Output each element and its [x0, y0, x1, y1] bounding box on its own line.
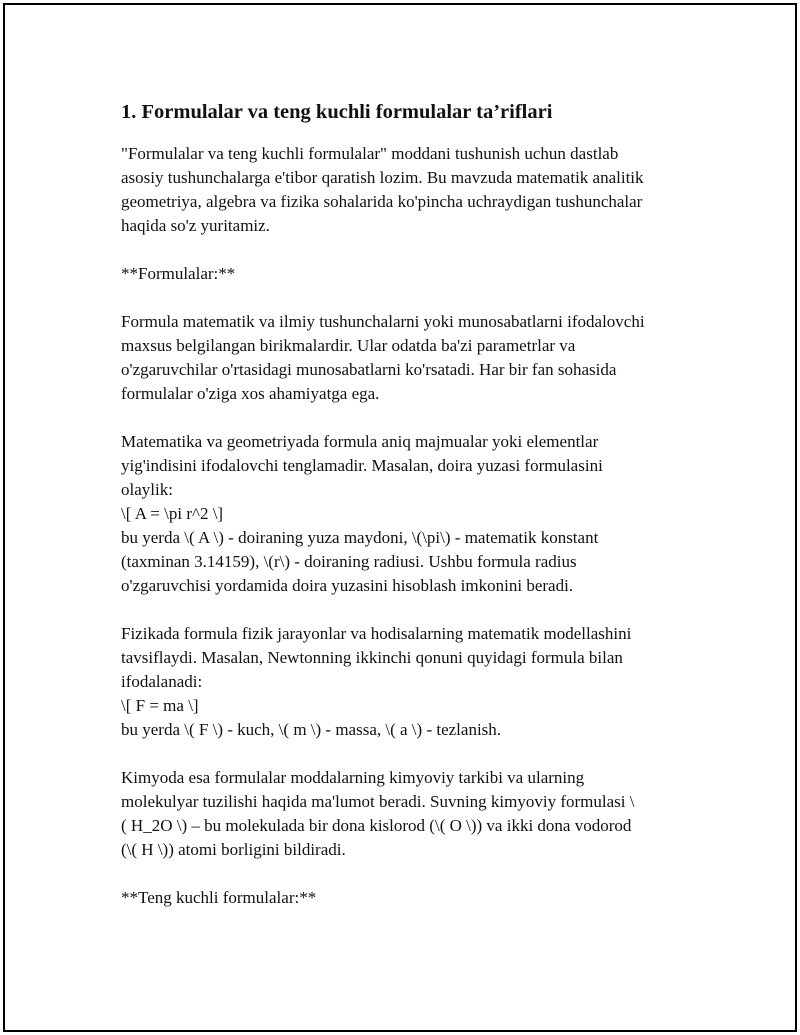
- paragraph-physics-example: [121, 622, 701, 742]
- text-line: (\( H \)) atomi borligini bildiradi.: [121, 840, 346, 859]
- text-line: ( H_2O \) – bu molekulada bir dona kislorod (\( O \)) va ikki dona vodorod: [121, 816, 632, 835]
- text-line: o'zgaruvchisi yordamida doira yuzasini hisoblash imkonini beradi.: [121, 576, 574, 595]
- document-title: 1. Formulalar va teng kuchli formulalar ta’riflari: [121, 101, 553, 123]
- text-line: Formula matematik va ilmiy tushunchalarni yoki munosabatlarni ifodalovchi: [121, 312, 645, 331]
- page-frame: [3, 3, 797, 1032]
- text-line: formulalar o'ziga xos ahamiyatga ega.: [121, 384, 380, 403]
- document-body: [121, 98, 701, 934]
- text-line: **Teng kuchli formulalar:**: [121, 888, 317, 907]
- text-line: Matematika va geometriyada formula aniq majmualar yoki elementlar: [121, 432, 599, 451]
- text-line: haqida so'z yuritamiz.: [121, 216, 270, 235]
- text-line: geometriya, algebra va fizika sohalarida ko'pincha uchraydigan tushunchalar: [121, 192, 643, 211]
- text-line: o'zgaruvchilar o'rtasidagi munosabatlarni ko'rsatadi. Har bir fan sohasida: [121, 360, 617, 379]
- text-line: maxsus belgilangan birikmalardir. Ular odatda ba'zi parametrlar va: [121, 336, 576, 355]
- paragraph-chemistry-example: [121, 766, 701, 862]
- paragraph-formula-definition: [121, 310, 701, 406]
- text-line: yig'indisini ifodalovchi tenglamadir. Masalan, doira yuzasi formulasini: [121, 456, 603, 475]
- text-line: tavsiflaydi. Masalan, Newtonning ikkinchi qonuni quyidagi formula bilan: [121, 648, 623, 667]
- text-line: molekulyar tuzilishi haqida ma'lumot beradi. Suvning kimyoviy formulasi \: [121, 792, 635, 811]
- paragraph-intro: [121, 142, 701, 238]
- formula-line: \[ A = \pi r^2 \]: [121, 504, 224, 523]
- section-heading-teng-kuchli: [121, 886, 701, 910]
- section-heading-formulalar: [121, 262, 701, 286]
- text-line: (taxminan 3.14159), \(r\) - doiraning radiusi. Ushbu formula radius: [121, 552, 577, 571]
- text-line: bu yerda \( F \) - kuch, \( m \) - massa, \( a \) - tezlanish.: [121, 720, 502, 739]
- text-line: ifodalanadi:: [121, 672, 203, 691]
- text-line: "Formulalar va teng kuchli formulalar" moddani tushunish uchun dastlab: [121, 144, 619, 163]
- text-line: bu yerda \( A \) - doiraning yuza maydoni, \(\pi\) - matematik konstant: [121, 528, 599, 547]
- text-line: asosiy tushunchalarga e'tibor qaratish lozim. Bu mavzuda matematik analitik: [121, 168, 644, 187]
- text-line: **Formulalar:**: [121, 264, 236, 283]
- formula-line: \[ F = ma \]: [121, 696, 199, 715]
- text-line: olaylik:: [121, 480, 173, 499]
- text-line: Fizikada formula fizik jarayonlar va hodisalarning matematik modellashini: [121, 624, 632, 643]
- text-line: Kimyoda esa formulalar moddalarning kimyoviy tarkibi va ularning: [121, 768, 585, 787]
- paragraph-geometry-example: [121, 430, 701, 598]
